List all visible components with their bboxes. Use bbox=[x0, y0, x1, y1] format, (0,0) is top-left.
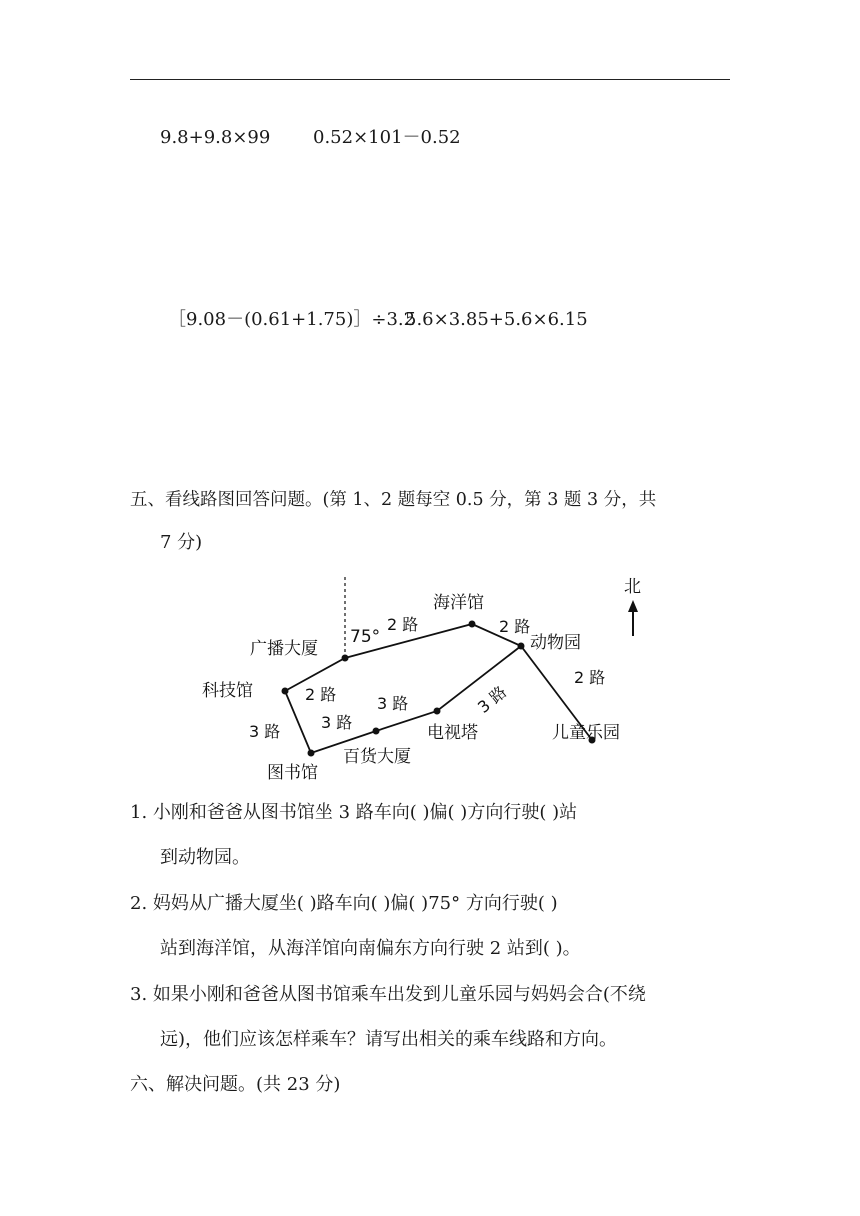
calc-expression-2: 0.52×101－0.52 bbox=[313, 127, 461, 148]
calc-expression-1: 9.8+9.8×99 bbox=[160, 127, 271, 148]
route-label-keji-tushu: 3 路 bbox=[249, 722, 281, 741]
route-label-guangbo-haiyang: 2 路 bbox=[387, 615, 419, 634]
station-dot-haiyang bbox=[469, 621, 476, 628]
station-keji: 科技馆 bbox=[202, 681, 253, 701]
station-dot-tushu bbox=[308, 750, 315, 757]
route-map bbox=[190, 570, 660, 785]
route-label-dongwu-ertong: 2 路 bbox=[574, 668, 606, 687]
station-dot-baihuo bbox=[373, 728, 380, 735]
calc-expression-3: ［9.08－(0.61+1.75)］÷3.2 bbox=[168, 309, 416, 330]
station-ertong: 儿童乐园 bbox=[552, 723, 620, 743]
north-arrow-icon bbox=[628, 600, 638, 636]
north-label: 北 bbox=[624, 577, 641, 597]
section5-heading-cont: 7 分) bbox=[160, 532, 203, 553]
station-dongwu: 动物园 bbox=[530, 633, 581, 653]
station-haiyang: 海洋馆 bbox=[433, 593, 484, 613]
route-label-haiyang-dongwu: 2 路 bbox=[499, 617, 531, 636]
station-dianshi: 电视塔 bbox=[427, 723, 478, 743]
calc-expression-4: 5.6×3.85+5.6×6.15 bbox=[405, 309, 588, 330]
route-label-dianshi-dongwu: 3 路 bbox=[474, 682, 511, 717]
question-2-cont: 站到海洋馆，从海洋馆向南偏东方向行驶 2 站到( )。 bbox=[160, 938, 581, 959]
section5-heading: 五、看线路图回答问题。(第 1、2 题每空 0.5 分，第 3 题 3 分，共 bbox=[130, 490, 657, 510]
station-dot-dongwu bbox=[518, 643, 525, 650]
section6-heading: 六、解决问题。(共 23 分) bbox=[130, 1074, 341, 1095]
station-baihuo: 百货大厦 bbox=[343, 747, 411, 767]
question-3-cont: 远)，他们应该怎样乘车？请写出相关的乘车线路和方向。 bbox=[160, 1029, 618, 1050]
question-1: 1. 小刚和爸爸从图书馆坐 3 路车向( )偏( )方向行驶( )站 bbox=[130, 802, 578, 823]
top-rule bbox=[130, 79, 730, 80]
angle-label: 75° bbox=[350, 627, 381, 647]
route-label-baihuo-dianshi: 3 路 bbox=[377, 694, 409, 713]
station-dot-keji bbox=[282, 688, 289, 695]
station-guangbo: 广播大厦 bbox=[250, 639, 318, 659]
station-dot-guangbo bbox=[342, 655, 349, 662]
station-tushu: 图书馆 bbox=[267, 763, 318, 783]
station-dot-dianshi bbox=[434, 708, 441, 715]
route-label-keji-guangbo: 2 路 bbox=[305, 685, 337, 704]
question-1-cont: 到动物园。 bbox=[160, 847, 250, 868]
route-label-tushu-baihuo: 3 路 bbox=[321, 713, 353, 732]
question-2: 2. 妈妈从广播大厦坐( )路车向( )偏( )75° 方向行驶( ) bbox=[130, 893, 558, 914]
question-3: 3. 如果小刚和爸爸从图书馆乘车出发到儿童乐园与妈妈会合(不绕 bbox=[130, 984, 646, 1005]
